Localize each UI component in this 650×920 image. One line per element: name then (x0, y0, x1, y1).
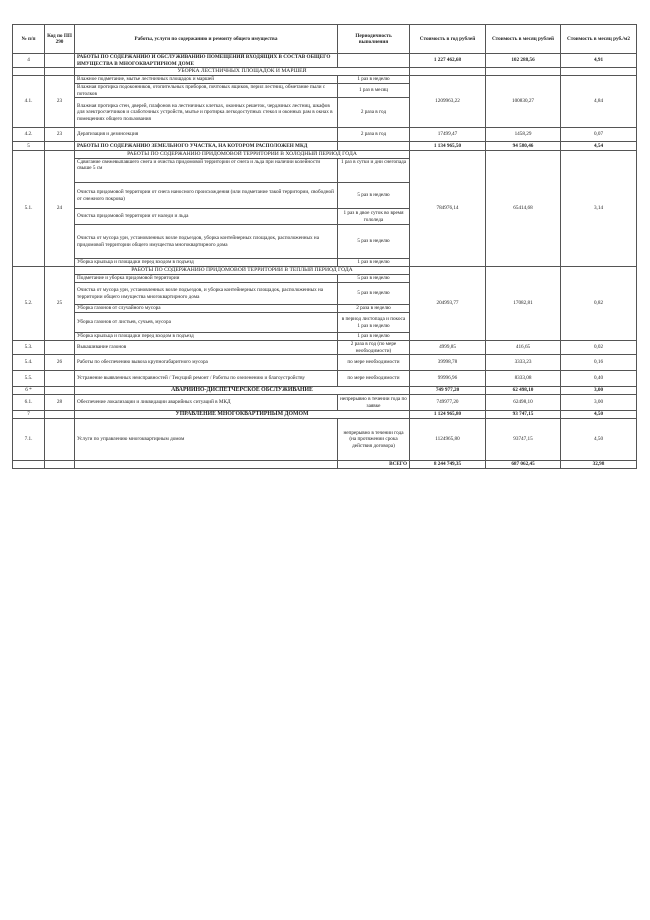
row-month: 17082,81 (486, 267, 561, 341)
table-row (13, 128, 637, 142)
row-m2: 4,84 (561, 76, 637, 128)
row-text: Очистка от мусора урн, установленных возле подъездов, уборка контейнерных площадок, расположенных на придомовой территории общего имущества многоквартирного дома (75, 225, 338, 259)
row-text: Сдвигание свежевыпавшего снега и очистка придомовой территории от снега и льда при наличии колейности свыше 5 см (75, 159, 338, 183)
row-period: по мере необходимости (338, 355, 410, 371)
row-year: 4999,85 (410, 341, 486, 355)
row-text: Подметание и уборка придомовой территории (75, 275, 338, 283)
row-year: 204993,77 (410, 267, 486, 341)
row-year: 99996,96 (410, 371, 486, 387)
row-month: 100830,27 (486, 76, 561, 128)
table-row (13, 419, 637, 461)
row-text: Уборка крыльца и площадки перед входом в подъезд (75, 259, 338, 267)
row-period: непрерывно в течении года (на протяжении срока действия договора) (338, 419, 410, 461)
row-text: Дератизация и дезинсекция (75, 128, 338, 142)
section-title: АВАРИЙНО-ДИСПЕТЧЕРСКОЕ ОБСЛУЖИВАНИЕ (75, 387, 410, 395)
row-period: 1 раз в неделю (338, 76, 410, 84)
row-m2: 3,14 (561, 151, 637, 267)
row-year: 1124965,80 (410, 419, 486, 461)
row-period: 2 раза в год (338, 128, 410, 142)
header-num: № п/п (13, 25, 45, 54)
row-num: 5.4. (13, 355, 45, 371)
table-row (13, 341, 637, 355)
row-month: 416,65 (486, 341, 561, 355)
section-row (13, 411, 637, 419)
row-num: 4.1. (13, 76, 45, 128)
header-cost-m2: Стоимость в месяц руб./м2 (561, 25, 637, 54)
row-month: 1458,29 (486, 128, 561, 142)
row-text: Устранение выявленных неисправностей / Текущий ремонт / Работы по озеленению и благоустройству (75, 371, 338, 387)
section-num: 4 (13, 54, 45, 68)
row-year: 749977,20 (410, 395, 486, 411)
row-num: 5.5. (13, 371, 45, 387)
row-period: 1 раз в неделю (338, 333, 410, 341)
row-text: Очистка от мусора урн, установленных возле подъездов, и уборка контейнерных площадок, расположенных на территории общего имущества многоквартирного дома (75, 283, 338, 305)
section-m2: 4,50 (561, 411, 637, 419)
row-text: Очистка придомовой территории от снега наносного происхождения (или подметание такой территории, свободной от снежного покрова) (75, 183, 338, 209)
row-period: 1 раз в сутки и дни снегопада (338, 159, 410, 183)
header-code: Код по ПП 290 (45, 25, 75, 54)
section-m2: 4,91 (561, 54, 637, 68)
row-num: 5.3. (13, 341, 45, 355)
section-title: РАБОТЫ ПО СОДЕРЖАНИЮ И ОБСЛУЖИВАНИЮ ПОМЕЩЕНИЙ ВХОДЯЩИХ В СОСТАВ ОБЩЕГО ИМУЩЕСТВА В МНОГОКВАРТИРНОМ ДОМЕ (75, 54, 338, 68)
row-year: 17499,47 (410, 128, 486, 142)
row-m2: 3,00 (561, 395, 637, 411)
total-label: ВСЕГО (338, 461, 410, 469)
row-text: Очистка придомовой территории от наледи и льда (75, 209, 338, 225)
row-m2: 0,07 (561, 128, 637, 142)
subsection-row (13, 68, 637, 76)
section-row (13, 54, 637, 68)
header-period: Периодичность выполнения (338, 25, 410, 54)
section-month: 62 498,10 (486, 387, 561, 395)
row-month: 65414,68 (486, 151, 561, 267)
row-code: 23 (45, 128, 75, 142)
section-month: 93 747,15 (486, 411, 561, 419)
row-period: в период листопада и покоса 1 раз в неделю (338, 313, 410, 333)
row-month: 3333,23 (486, 355, 561, 371)
row-period: 1 раз в двое суток во время гололеда (338, 209, 410, 225)
row-month: 93747,15 (486, 419, 561, 461)
row-m2: 0,02 (561, 341, 637, 355)
row-code: 28 (45, 395, 75, 411)
row-code: 25 (45, 267, 75, 341)
row-m2: 0,82 (561, 267, 637, 341)
section-row (13, 387, 637, 395)
row-text: Услуги по управлению многоквартирным домом (75, 419, 338, 461)
section-title: РАБОТЫ ПО СОДЕРЖАНИЮ ЗЕМЕЛЬНОГО УЧАСТКА, НА КОТОРОМ РАСПОЛОЖЕН МКД (75, 142, 338, 151)
row-code: 24 (45, 151, 75, 267)
row-text: Влажная протирка стен, дверей, плафонов на лестничных клетках, оконных решеток, чердачных лестниц, шкафов для электросчетчиков и слаботочных устройств, мытье и протирка легкодоступных стекол и оконных рам в окнах в помещениях общего пользования (75, 98, 338, 128)
section-num: 5 (13, 142, 45, 151)
row-num: 7.1. (13, 419, 45, 461)
row-code: 23 (45, 76, 75, 128)
row-text: Влажная протирка подоконников, отопительных приборов, почтовых ящиков, перил лестниц, обметание пыли с потолков (75, 84, 338, 98)
section-num: 6 * (13, 387, 45, 395)
section-m2: 3,00 (561, 387, 637, 395)
total-year: 8 244 749,35 (410, 461, 486, 469)
row-period: 5 раз в неделю (338, 225, 410, 259)
header-cost-year: Стоимость в год рублей (410, 25, 486, 54)
section-m2: 4,54 (561, 142, 637, 151)
subsection-title: РАБОТЫ ПО СОДЕРЖАНИЮ ПРИДОМОВОЙ ТЕРРИТОРИИ В ТЕПЛЫЙ ПЕРИОД ГОДА (75, 267, 410, 275)
row-month: 62498,10 (486, 395, 561, 411)
row-text: Уборка газонов от случайного мусора (75, 305, 338, 313)
total-month: 687 062,45 (486, 461, 561, 469)
row-period: 2 раза в год (338, 98, 410, 128)
services-table (12, 24, 637, 469)
section-row (13, 142, 637, 151)
table-row (13, 355, 637, 371)
total-m2: 32,98 (561, 461, 637, 469)
row-num: 4.2. (13, 128, 45, 142)
row-year: 784976,14 (410, 151, 486, 267)
table-row (13, 395, 637, 411)
row-text: Уборка газонов от листьев, сучьев, мусора (75, 313, 338, 333)
services-table-sheet (12, 24, 636, 469)
row-period: 2 раза в неделю (338, 305, 410, 313)
row-m2: 4,50 (561, 419, 637, 461)
section-year: 1 124 965,80 (410, 411, 486, 419)
header-cost-month: Стоимость в месяц рублей (486, 25, 561, 54)
row-num: 5.1. (13, 151, 45, 267)
section-month: 102 288,56 (486, 54, 561, 68)
section-num: 7 (13, 411, 45, 419)
row-period: 5 раз в неделю (338, 275, 410, 283)
row-text: Работы по обеспечению вывоза крупногабаритного мусора (75, 355, 338, 371)
row-num: 6.1. (13, 395, 45, 411)
table-row (13, 76, 637, 84)
subsection-row (13, 267, 637, 275)
row-month: 8333,08 (486, 371, 561, 387)
section-year: 1 134 965,50 (410, 142, 486, 151)
section-year: 1 227 462,68 (410, 54, 486, 68)
row-period: 2 раза в год (по мере необходимости) (338, 341, 410, 355)
row-period: 5 раз в неделю (338, 183, 410, 209)
row-period: непрерывно в течении года по заявке (338, 395, 410, 411)
subsection-title: УБОРКА ЛЕСТНИЧНЫХ ПЛОЩАДОК И МАРШЕЙ (75, 68, 410, 76)
subsection-title: РАБОТЫ ПО СОДЕРЖАНИЮ ПРИДОМОВОЙ ТЕРРИТОРИИ В ХОЛОДНЫЙ ПЕРИОД ГОДА (75, 151, 410, 159)
row-text: Выкашивание газонов (75, 341, 338, 355)
row-period: 1 раз в неделю (338, 259, 410, 267)
row-text: Уборка крыльца и площадки перед входом в подъезд (75, 333, 338, 341)
row-m2: 0,16 (561, 355, 637, 371)
row-code (45, 371, 75, 387)
row-code (45, 419, 75, 461)
total-row (13, 461, 637, 469)
row-period: 1 раз в месяц (338, 84, 410, 98)
row-period: по мере необходимости (338, 371, 410, 387)
row-text: Влажное подметание, мытье лестничных площадок и маршей (75, 76, 338, 84)
row-code (45, 341, 75, 355)
row-year: 1209963,22 (410, 76, 486, 128)
row-num: 5.2. (13, 267, 45, 341)
row-code: 26 (45, 355, 75, 371)
section-title: УПРАВЛЕНИЕ МНОГОКВАРТИРНЫМ ДОМОМ (75, 411, 410, 419)
table-row (13, 371, 637, 387)
row-m2: 0,40 (561, 371, 637, 387)
header-works: Работы, услуги по содержанию и ремонту общего имущества (75, 25, 338, 54)
section-month: 94 580,46 (486, 142, 561, 151)
subsection-row (13, 151, 637, 159)
section-year: 749 977,20 (410, 387, 486, 395)
row-text: Обеспечение локализации и ликвидации аварийных ситуаций в МКД (75, 395, 338, 411)
row-year: 39998,78 (410, 355, 486, 371)
row-period: 5 раз в неделю (338, 283, 410, 305)
table-header-row (13, 25, 637, 54)
